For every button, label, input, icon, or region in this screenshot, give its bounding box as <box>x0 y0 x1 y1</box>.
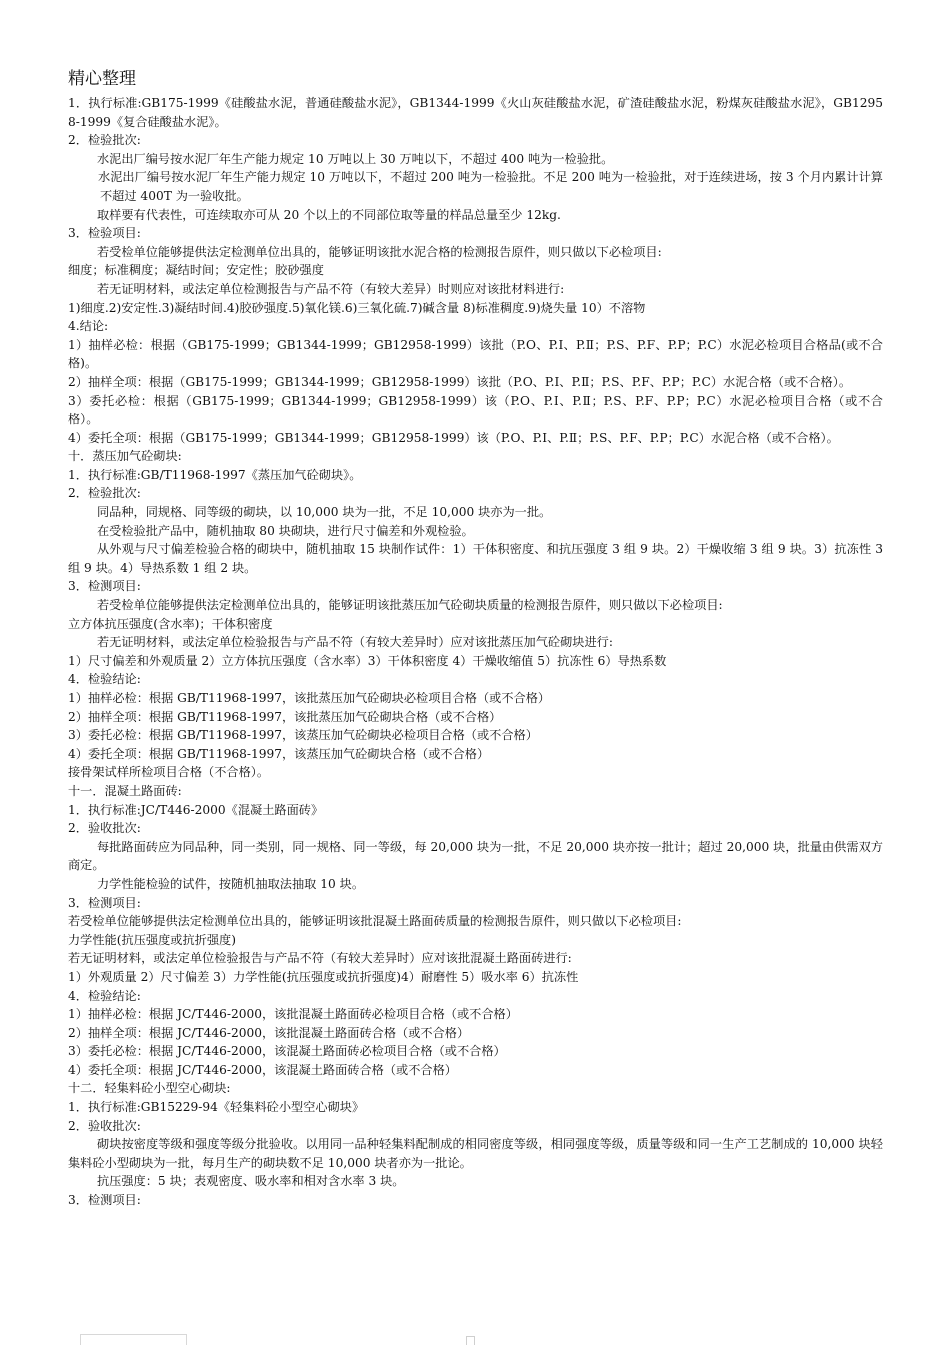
text-line: 2．验收批次: <box>68 1118 141 1133</box>
document-title: 精心整理 <box>68 69 136 89</box>
text-line: 若受检单位能够提供法定检测单位出具的，能够证明该批混凝土路面砖质量的检测报告原件，则只做以下必检项目: <box>68 914 682 929</box>
text-line: 2）抽样全项：根据（GB175-1999；GB1344-1999；GB12958-1999）该批（P.O、P.Ⅰ、P.Ⅱ；P.S、P.F、P.P；P.C）水泥合格（或不合格）。 <box>68 374 852 389</box>
text-line: 水泥出厂编号按水泥厂年生产能力规定 10 万吨以下，不超过 200 吨为一检验批。不足 200 吨为一检验批，对于连续进场，按 3 个月内累计计算不超过 400T 为一验收批。 <box>98 170 883 203</box>
text-line: 水泥出厂编号按水泥厂年生产能力规定 10 万吨以上 30 万吨以下，不超过 400 吨为一检验批。 <box>97 151 614 166</box>
text-line: 若无证明材料，或法定单位检验报告与产品不符（有较大差异时）应对该批蒸压加气砼砌块进行: <box>97 635 613 650</box>
text-line: 十二．轻集料砼小型空心砌块: <box>68 1081 231 1096</box>
footer-frame <box>80 1334 187 1345</box>
text-line: 接骨架试样所检项目合格（不合格）。 <box>68 765 270 780</box>
text-line: 从外观与尺寸偏差检验合格的砌块中，随机抽取 15 块制作试件：1）干体积密度、和抗压强度 3 组 9 块。2）干燥收缩 3 组 9 块。3）抗冻性 3 组 9 块。4）导热系数 1 组 2 块。 <box>68 542 883 575</box>
text-line: 1）尺寸偏差和外观质量 2）立方体抗压强度（含水率）3）干体积密度 4）干燥收缩值 5）抗冻性 6）导热系数 <box>68 653 667 668</box>
text-line: 3）委托必检：根据 GB/T11968-1997，该蒸压加气砼砌块必检项目合格（或不合格） <box>68 728 538 743</box>
text-line: 2）抽样全项：根据 GB/T11968-1997，该批蒸压加气砼砌块合格（或不合格） <box>68 709 502 724</box>
text-line: 3）委托必检：根据（GB175-1999；GB1344-1999；GB12958-1999）该（P.O、P.Ⅰ、P.Ⅱ；P.S、P.F、P.P；P.C）水泥必检项目合格（或不合格）。 <box>68 393 883 427</box>
text-line: 砌块按密度等级和强度等级分批验收。以用同一品种轻集料配制成的相同密度等级，相同强度等级，质量等级和同一生产工艺制成的 10,000 块轻集料砼小型砌块为一批，每月生产的砌块数不足 10,000 块者亦为一批论。 <box>68 1137 883 1170</box>
text-line: 3．检测项目: <box>68 1193 141 1208</box>
text-line: 抗压强度：5 块；表观密度、吸水率和相对含水率 3 块。 <box>97 1174 405 1189</box>
text-line: 1）抽样必检：根据 GB/T11968-1997，该批蒸压加气砼砌块必检项目合格（或不合格） <box>68 691 551 705</box>
document-page <box>68 66 883 1210</box>
text-line: 3）委托必检：根据 JC/T446-2000，该混凝土路面砖必检项目合格（或不合格） <box>68 1044 506 1059</box>
text-line: 1）外观质量 2）尺寸偏差 3）力学性能(抗压强度或抗折强度)4）耐磨性 5）吸水率 6）抗冻性 <box>68 969 579 984</box>
text-line: 2．验收批次: <box>68 821 141 836</box>
text-line: 若受检单位能够提供法定检测单位出具的，能够证明该批蒸压加气砼砌块质量的检测报告原件，则只做以下必检项目: <box>97 598 723 613</box>
text-line: 十一．混凝土路面砖: <box>68 783 182 798</box>
text-line: 在受检验批产品中，随机抽取 80 块砌块，进行尺寸偏差和外观检验。 <box>97 523 474 538</box>
text-line: 若无证明材料，或法定单位检验报告与产品不符（有较大差异时）应对该批混凝土路面砖进行: <box>68 951 572 966</box>
text-line: 立方体抗压强度(含水率)；干体积密度 <box>68 616 273 631</box>
text-line: 力学性能(抗压强度或抗折强度) <box>68 932 236 947</box>
text-line: 若受检单位能够提供法定检测单位出具的，能够证明该批水泥合格的检测报告原件，则只做以下必检项目: <box>97 244 662 259</box>
document-body <box>68 94 883 1210</box>
text-line: 1．执行标准:GB15229-94《轻集料砼小型空心砌块》 <box>68 1100 365 1115</box>
text-line: 4．检验结论: <box>68 672 141 687</box>
text-line: 4）委托全项：根据（GB175-1999；GB1344-1999；GB12958-1999）该（P.O、P.Ⅰ、P.Ⅱ；P.S、P.F、P.P；P.C）水泥合格（或不合格）。 <box>68 430 839 445</box>
text-line: 3．检测项目: <box>68 579 141 594</box>
text-line: 4．检验结论: <box>68 988 141 1003</box>
text-line: 1）抽样必检：根据 JC/T446-2000，该批混凝土路面砖必检项目合格（或不合格） <box>68 1007 518 1022</box>
text-line: 1．执行标准:GB175-1999《硅酸盐水泥，普通硅酸盐水泥》，GB1344-1999《火山灰硅酸盐水泥，矿渣硅酸盐水泥，粉煤灰硅酸盐水泥》，GB12958-1999《复合硅酸盐水泥》。 <box>68 96 883 129</box>
text-line: 细度；标准稠度；凝结时间；安定性；胶砂强度 <box>68 263 324 278</box>
text-line: 2．检验批次: <box>68 486 141 501</box>
text-line: 2）抽样全项：根据 JC/T446-2000，该批混凝土路面砖合格（或不合格） <box>68 1025 470 1040</box>
text-line: 同品种，同规格、同等级的砌块，以 10,000 块为一批，不足 10,000 块亦为一批。 <box>97 505 552 520</box>
text-line: 1)细度.2)安定性.3)凝结时间.4)胶砂强度.5)氧化镁.6)三氧化硫.7)碱含量 8)标准稠度.9)烧失量 10）不溶物 <box>68 300 646 315</box>
text-line: 每批路面砖应为同品种，同一类别，同一规格、同一等级，每 20,000 块为一批，不足 20,000 块亦按一批计；超过 20,000 块，批量由供需双方商定。 <box>68 839 883 873</box>
text-line: 若无证明材料，或法定单位检测报告与产品不符（有较大差异）时则应对该批材料进行: <box>97 281 565 296</box>
text-line: 力学性能检验的试件，按随机抽取法抽取 10 块。 <box>97 876 365 891</box>
text-line: 4）委托全项：根据 JC/T446-2000，该混凝土路面砖合格（或不合格） <box>68 1062 457 1077</box>
text-line: 取样要有代表性，可连续取亦可从 20 个以上的不同部位取等量的样品总量至少 12kg. <box>97 207 561 222</box>
text-line: 1）抽样必检：根据（GB175-1999；GB1344-1999；GB12958-1999）该批（P.O、P.Ⅰ、P.Ⅱ；P.S、P.F、P.P；P.C）水泥必检项目合格品(或不合格)。 <box>68 337 883 371</box>
text-line: 3．检验项目: <box>68 226 141 241</box>
text-line: 4）委托全项：根据 GB/T11968-1997，该蒸压加气砼砌块合格（或不合格） <box>68 746 490 761</box>
text-line: 4.结论: <box>68 319 109 334</box>
text-line: 1．执行标准:GB/T11968-1997《蒸压加气砼砌块》。 <box>68 467 362 482</box>
text-line: 2．检验批次: <box>68 133 141 148</box>
text-line: 1．执行标准:JC/T446-2000《混凝土路面砖》 <box>68 802 324 817</box>
text-line: 十．蒸压加气砼砌块: <box>68 449 182 464</box>
text-line: 3．检测项目: <box>68 895 141 910</box>
